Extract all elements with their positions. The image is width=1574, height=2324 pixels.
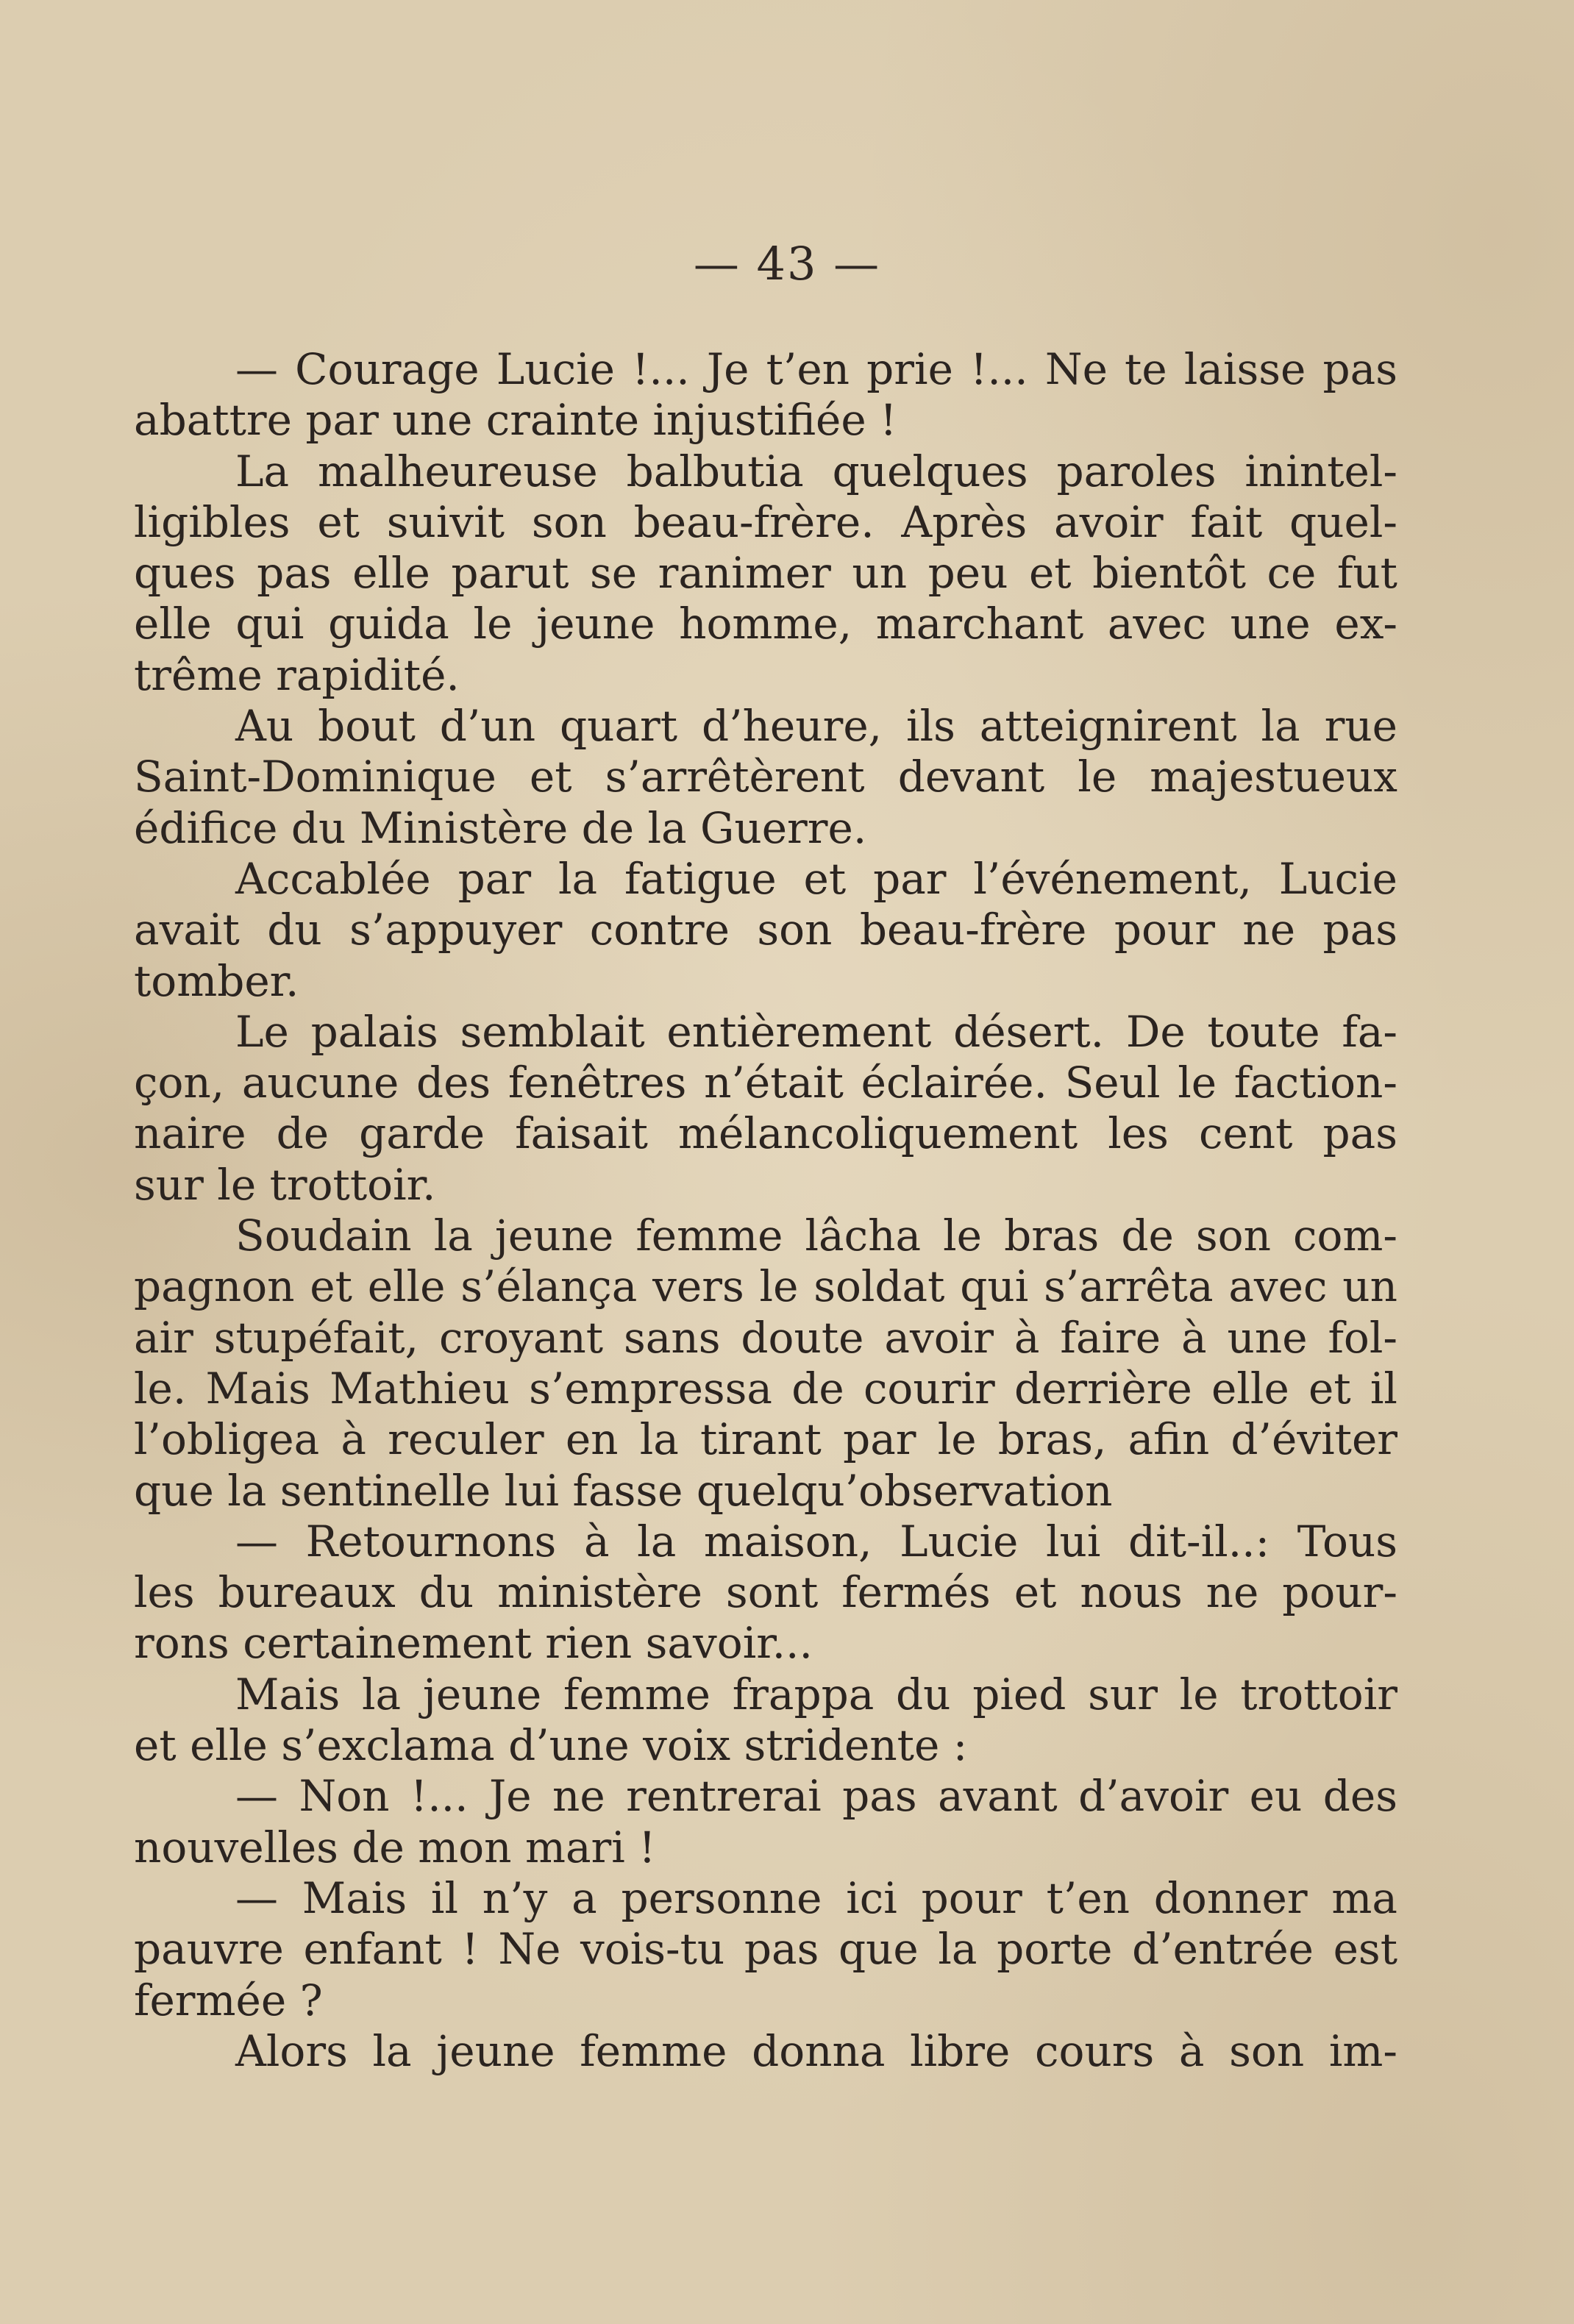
text-line: — Non !... Je ne rentrerai pas avant d’avoir eu des bbox=[235, 1771, 1397, 1822]
text-line: les bureaux du ministère sont fermés et nous ne pour- bbox=[134, 1567, 1397, 1618]
text-line: La malheureuse balbutia quelques paroles inintel- bbox=[235, 446, 1397, 496]
text-line: Le palais semblait entièrement désert. De toute fa- bbox=[235, 1006, 1397, 1057]
text-line: naire de garde faisait mélancoliquement les cent pas bbox=[134, 1108, 1397, 1159]
text-line: le. Mais Mathieu s’empressa de courir derrière elle et il bbox=[134, 1363, 1397, 1414]
text-line: fermée ? bbox=[134, 1975, 323, 2025]
text-line: — Mais il n’y a personne ici pour t’en donner ma bbox=[235, 1872, 1397, 1923]
text-line: Au bout d’un quart d’heure, ils atteignirent la rue bbox=[235, 701, 1397, 752]
text-line: pauvre enfant ! Ne vois-tu pas que la porte d’entrée est bbox=[134, 1924, 1397, 1975]
text-line: et elle s’exclama d’une voix stridente : bbox=[134, 1720, 968, 1771]
text-line: avait du s’appuyer contre son beau-frère pour ne pas bbox=[134, 905, 1397, 955]
text-line: air stupéfait, croyant sans doute avoir à faire à une fol- bbox=[134, 1312, 1397, 1363]
body-text bbox=[134, 344, 1397, 2077]
text-line: édifice du Ministère de la Guerre. bbox=[134, 802, 867, 853]
text-line: elle qui guida le jeune homme, marchant avec une ex- bbox=[134, 599, 1397, 649]
text-line: çon, aucune des fenêtres n’était éclairée. Seul le faction- bbox=[134, 1058, 1397, 1108]
text-line: Mais la jeune femme frappa du pied sur le trottoir bbox=[235, 1669, 1397, 1719]
text-line: trême rapidité. bbox=[134, 649, 460, 700]
text-line: abattre par une crainte injustifiée ! bbox=[134, 395, 897, 446]
text-line: que la sentinelle lui fasse quelqu’observation bbox=[134, 1465, 1113, 1516]
page-number: — 43 — bbox=[693, 237, 881, 290]
text-line: — Retournons à la maison, Lucie lui dit-il..: Tous bbox=[235, 1516, 1397, 1566]
text-line: — Courage Lucie !... Je t’en prie !... Ne te laisse pas bbox=[235, 344, 1397, 394]
text-line: sur le trottoir. bbox=[134, 1159, 436, 1210]
text-line: Saint-Dominique et s’arrêtèrent devant le majestueux bbox=[134, 752, 1397, 802]
text-line: l’obligea à reculer en la tirant par le bras, afin d’éviter bbox=[134, 1414, 1397, 1465]
text-line: nouvelles de mon mari ! bbox=[134, 1822, 656, 1872]
text-line: tomber. bbox=[134, 955, 299, 1006]
text-line: ques pas elle parut se ranimer un peu et bientôt ce fut bbox=[134, 548, 1397, 599]
text-line: pagnon et elle s’élança vers le soldat qui s’arrêta avec un bbox=[134, 1261, 1397, 1312]
text-line: Accablée par la fatigue et par l’événement, Lucie bbox=[235, 853, 1397, 904]
text-line: Soudain la jeune femme lâcha le bras de son com- bbox=[235, 1211, 1397, 1261]
text-line: ligibles et suivit son beau-frère. Après avoir fait quel- bbox=[134, 496, 1397, 547]
text-line: rons certainement rien savoir... bbox=[134, 1618, 813, 1669]
text-line: Alors la jeune femme donna libre cours à son im- bbox=[235, 2025, 1397, 2076]
